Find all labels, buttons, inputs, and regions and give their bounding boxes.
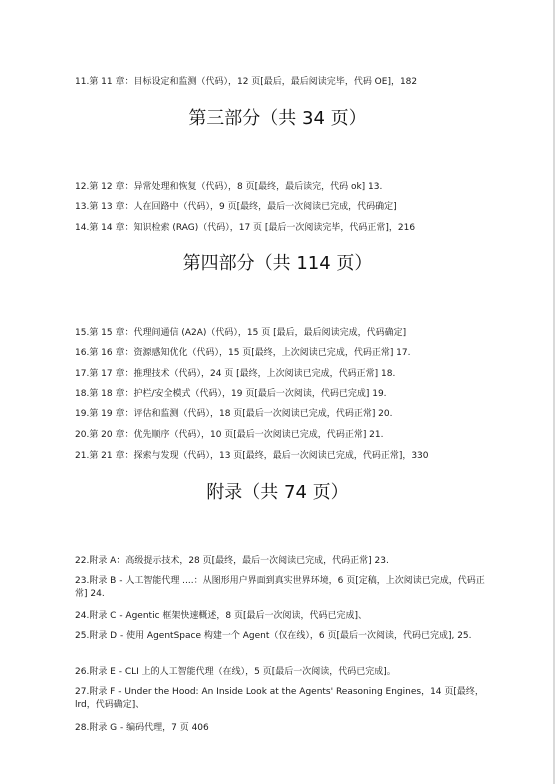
toc-entry-chapter-13: 13.第 13 章：人在回路中（代码），9 页[最终，最后一次阅读已完成，代码确定] — [75, 202, 397, 212]
toc-entry-appendix-b: 23.附录 B - 人工智能代理 ....：从图形用户界面到真实世界环境，6 页[定稿，上次阅读已完成，代码正常] 24. — [75, 576, 485, 599]
part-4-heading: 第四部分（共 114 页） — [182, 253, 373, 274]
toc-entry-appendix-e: 26.附录 E - CLI 上的人工智能代理（在线），5 页[最后一次阅读，代码已完成]。 — [75, 667, 396, 677]
toc-entry-chapter-17: 17.第 17 章：推理技术（代码），24 页 [最终，上次阅读已完成，代码正常] 18. — [75, 369, 396, 379]
toc-entry-chapter-16: 16.第 16 章：资源感知优化（代码），15 页[最终，上次阅读已完成，代码正常] 17. — [75, 348, 411, 358]
toc-entry-appendix-c: 24.附录 C - Agentic 框架快速概述，8 页[最后一次阅读，代码已完成]、 — [75, 611, 367, 621]
toc-entry-chapter-19: 19.第 19 章：评估和监测（代码），18 页[最后一次阅读已完成，代码正常] 20. — [75, 409, 393, 419]
toc-entry-chapter-12: 12.第 12 章：异常处理和恢复（代码），8 页[最终，最后读完，代码 ok] 13. — [75, 182, 383, 192]
toc-entry-chapter-14: 14.第 14 章：知识检索 (RAG)（代码），17 页 [最后一次阅读完毕，代码正常]，216 — [75, 223, 416, 233]
toc-entry-appendix-f: 27.附录 F - Under the Hood: An Inside Look at the Agents' Reasoning Engines，14 页[最终，lrd，代码确定]、 — [75, 687, 484, 710]
part-3-heading: 第三部分（共 34 页） — [188, 108, 367, 129]
appendix-heading: 附录（共 74 页） — [206, 482, 349, 503]
toc-entry-appendix-d: 25.附录 D - 使用 AgentSpace 构建一个 Agent（仅在线），6 页[最后一次阅读，代码已完成], 25. — [75, 631, 472, 641]
toc-entry-chapter-21: 21.第 21 章：探索与发现（代码），13 页[最终，最后一次阅读已完成，代码正常]，330 — [75, 451, 429, 461]
toc-entry-chapter-15: 15.第 15 章：代理间通信 (A2A)（代码），15 页 [最后，最后阅读完成，代码确定] — [75, 328, 407, 338]
toc-entry-chapter-11: 11.第 11 章：目标设定和监测（代码），12 页[最后，最后阅读完毕，代码 OE]，182 — [75, 77, 418, 87]
toc-entry-appendix-g: 28.附录 G - 编码代理，7 页 406 — [75, 723, 209, 733]
toc-entry-appendix-a: 22.附录 A：高级提示技术，28 页[最终，最后一次阅读已完成，代码正常] 23. — [75, 556, 389, 566]
toc-entry-chapter-18: 18.第 18 章：护栏/安全模式（代码），19 页[最后一次阅读，代码已完成] 19. — [75, 389, 387, 399]
toc-entry-chapter-20: 20.第 20 章：优先顺序（代码），10 页[最后一次阅读已完成，代码正常] 21. — [75, 430, 384, 440]
